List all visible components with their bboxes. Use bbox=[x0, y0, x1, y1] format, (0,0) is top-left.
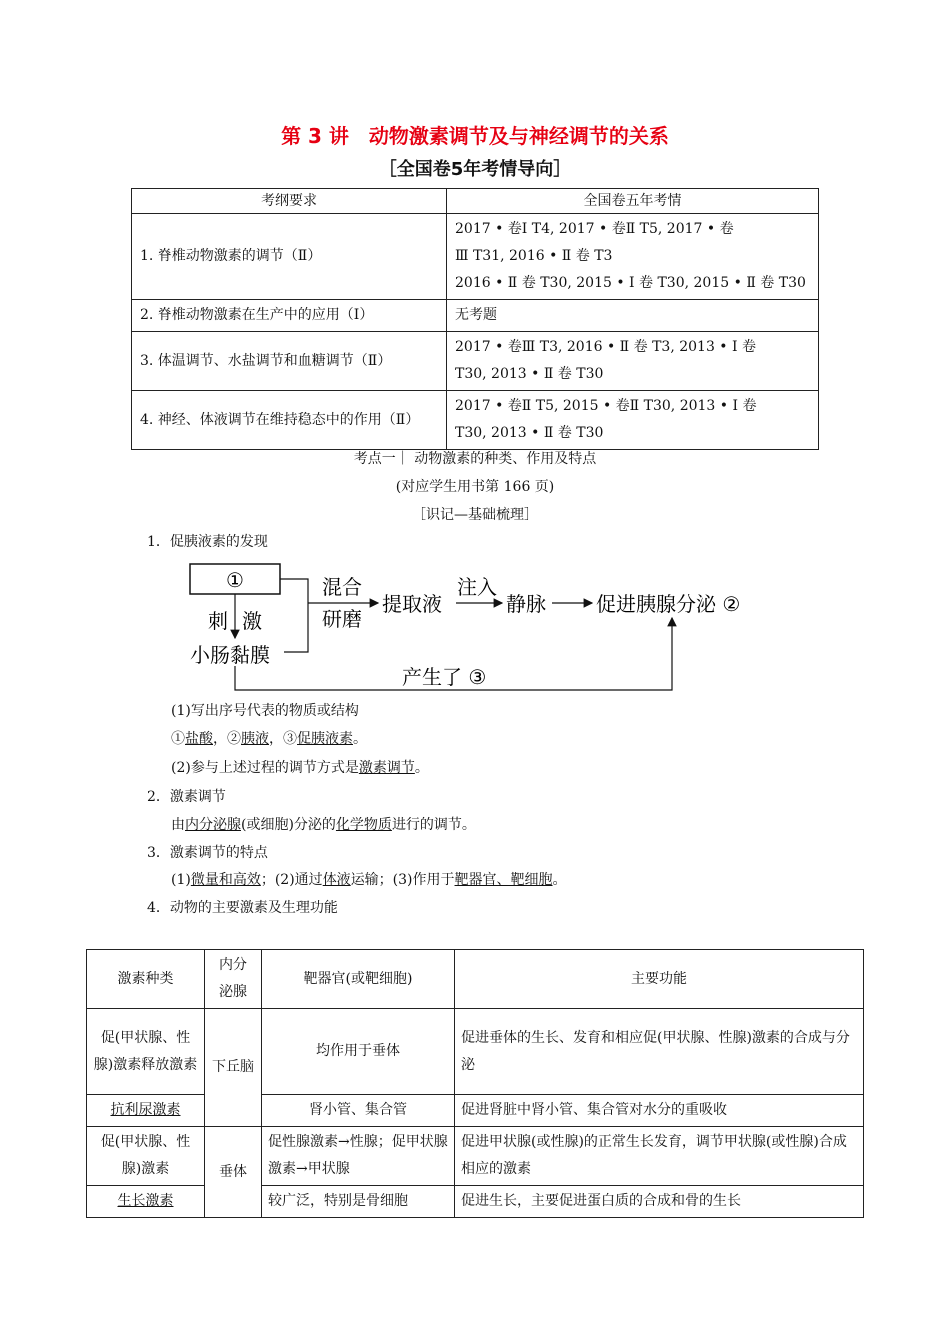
target-cell: 促性腺激素→性腺；促甲状腺激素→甲状腺 bbox=[262, 1127, 455, 1186]
mix-bracket bbox=[280, 579, 308, 652]
answer-secretin: 促胰液素 bbox=[297, 731, 353, 747]
record-line: 2016 • Ⅱ 卷 T30, 2015 • Ⅰ 卷 T30, 2015 • Ⅱ 卷 T30 bbox=[455, 275, 806, 291]
requirement-cell: 1. 脊椎动物激素的调节（Ⅱ） bbox=[132, 214, 447, 300]
record-cell bbox=[447, 332, 819, 391]
requirement-cell: 3. 体温调节、水盐调节和血糖调节（Ⅱ） bbox=[132, 332, 447, 391]
answer-separator: ，② bbox=[213, 731, 241, 747]
header-text: 泌腺 bbox=[219, 984, 247, 1000]
produce-label: 产生了 ③ bbox=[402, 665, 487, 689]
box-label: ① bbox=[226, 568, 244, 592]
record-line: 2017 • 卷Ⅰ T4, 2017 • 卷Ⅱ T5, 2017 • 卷 bbox=[455, 221, 734, 237]
secretin-diagram bbox=[180, 558, 780, 698]
header-text: 内分 bbox=[219, 957, 247, 973]
vein-label: 静脉 bbox=[506, 592, 546, 616]
point-1-question-2 bbox=[171, 757, 429, 777]
header-cell: 靶器官(或靶细胞) bbox=[262, 950, 455, 1009]
header-cell: 激素种类 bbox=[87, 950, 205, 1009]
answer-separator: ，③ bbox=[269, 731, 297, 747]
hormone-kind bbox=[87, 1095, 205, 1127]
target-cell: 均作用于垂体 bbox=[262, 1009, 455, 1095]
answer-prefix: ① bbox=[171, 731, 185, 747]
record-cell bbox=[447, 214, 819, 300]
stimulus-label-b: 激 bbox=[242, 609, 262, 633]
text: (1) bbox=[171, 872, 191, 888]
answer-target: 靶器官、靶细胞 bbox=[454, 872, 553, 888]
text: 。 bbox=[552, 872, 567, 888]
text: (或细胞)分泌的 bbox=[241, 817, 336, 833]
table-row bbox=[87, 1009, 864, 1095]
text: 进行的调节。 bbox=[391, 817, 476, 833]
answer-endocrine-gland: 内分泌腺 bbox=[185, 817, 241, 833]
hormone-kind: 促(甲状腺、性腺)激素 bbox=[87, 1127, 205, 1186]
answer-body-fluid: 体液 bbox=[322, 872, 351, 888]
text: ；(2)通过 bbox=[260, 872, 323, 888]
record-line: 无考题 bbox=[455, 307, 497, 323]
hormone-table bbox=[86, 949, 864, 1218]
gland-cell: 下丘脑 bbox=[205, 1009, 262, 1127]
answer-hormone-regulation: 激素调节 bbox=[358, 760, 415, 776]
point-1-question-1: (1)写出序号代表的物质或结构 bbox=[171, 703, 359, 719]
table-row bbox=[87, 1095, 864, 1127]
section-tag: ［识记—基础梳理］ bbox=[412, 507, 538, 523]
table-header-row bbox=[132, 189, 819, 214]
hormone-kind-text: 生长激素 bbox=[117, 1193, 174, 1209]
section-heading: 考点一｜ 动物激素的种类、作用及特点 bbox=[353, 451, 597, 467]
table-row bbox=[87, 1127, 864, 1186]
gland-cell: 垂体 bbox=[205, 1127, 262, 1218]
function-cell: 促进垂体的生长、发育和相应促(甲状腺、性腺)激素的合成与分泌 bbox=[455, 1009, 864, 1095]
record-line: T30, 2013 • Ⅱ 卷 T30 bbox=[455, 366, 604, 382]
hormone-kind bbox=[87, 1186, 205, 1218]
table-row bbox=[87, 1186, 864, 1218]
page-title: 第 3 讲 动物激素调节及与神经调节的关系 bbox=[281, 124, 669, 148]
point-2-text bbox=[171, 814, 476, 834]
function-cell: 促进甲状腺(或性腺)的正常生长发育，调节甲状腺(或性腺)合成相应的激素 bbox=[455, 1127, 864, 1186]
point-3-title: 3．激素调节的特点 bbox=[147, 845, 268, 861]
record-cell bbox=[447, 391, 819, 450]
target-cell: 肾小管、集合管 bbox=[262, 1095, 455, 1127]
point-4-title: 4．动物的主要激素及生理功能 bbox=[147, 900, 338, 916]
promote-label: 促进胰腺分泌 ② bbox=[596, 592, 741, 616]
text: 运输；(3)作用于 bbox=[350, 872, 455, 888]
requirement-cell: 4. 神经、体液调节在维持稳态中的作用（Ⅱ） bbox=[132, 391, 447, 450]
record-line: Ⅲ T31, 2016 • Ⅱ 卷 T3 bbox=[455, 248, 613, 264]
exam-table bbox=[131, 188, 819, 450]
mix-label-b: 研磨 bbox=[322, 607, 362, 631]
extract-label: 提取液 bbox=[382, 592, 442, 616]
mix-label-a: 混合 bbox=[322, 575, 362, 599]
requirement-cell: 2. 脊椎动物激素在生产中的应用（Ⅰ） bbox=[132, 300, 447, 332]
header-cell: 全国卷五年考情 bbox=[447, 189, 819, 214]
text: 由 bbox=[171, 817, 185, 833]
answer-end: 。 bbox=[414, 760, 429, 776]
header-cell: 主要功能 bbox=[455, 950, 864, 1009]
table-row bbox=[132, 214, 819, 300]
inject-label: 注入 bbox=[457, 575, 497, 599]
header-cell: 考纲要求 bbox=[132, 189, 447, 214]
point-1-answer-1 bbox=[171, 728, 367, 748]
record-line: 2017 • 卷Ⅲ T3, 2016 • Ⅱ 卷 T3, 2013 • Ⅰ 卷 bbox=[455, 339, 756, 355]
stimulus-label-a: 刺 bbox=[208, 609, 228, 633]
table-row bbox=[132, 300, 819, 332]
question-text: (2)参与上述过程的调节方式是 bbox=[171, 760, 359, 776]
hormone-kind: 促(甲状腺、性腺)激素释放激素 bbox=[87, 1009, 205, 1095]
answer-hydrochloric-acid: 盐酸 bbox=[185, 731, 213, 747]
answer-pancreatic-juice: 胰液 bbox=[241, 731, 269, 747]
point-3-text bbox=[171, 869, 567, 889]
point-2-title: 2．激素调节 bbox=[147, 789, 226, 805]
record-line: 2017 • 卷Ⅱ T5, 2015 • 卷Ⅱ T30, 2013 • Ⅰ 卷 bbox=[455, 398, 757, 414]
hormone-kind-text: 抗利尿激素 bbox=[110, 1102, 181, 1118]
target-cell: 较广泛，特别是骨细胞 bbox=[262, 1186, 455, 1218]
page-subtitle: ［全国卷5年考情导向］ bbox=[378, 159, 572, 180]
point-1-title: 1．促胰液素的发现 bbox=[147, 534, 268, 550]
record-line: T30, 2013 • Ⅱ 卷 T30 bbox=[455, 425, 604, 441]
table-row bbox=[132, 332, 819, 391]
function-cell: 促进生长，主要促进蛋白质的合成和骨的生长 bbox=[455, 1186, 864, 1218]
answer-chemical: 化学物质 bbox=[335, 817, 392, 833]
mucosa-label: 小肠黏膜 bbox=[190, 643, 270, 667]
header-cell bbox=[205, 950, 262, 1009]
table-row bbox=[132, 391, 819, 450]
record-cell bbox=[447, 300, 819, 332]
answer-end: 。 bbox=[353, 731, 367, 747]
page-reference: (对应学生用书第 166 页) bbox=[395, 479, 555, 495]
table-header-row bbox=[87, 950, 864, 1009]
answer-trace-efficient: 微量和高效 bbox=[190, 872, 261, 888]
function-cell: 促进肾脏中肾小管、集合管对水分的重吸收 bbox=[455, 1095, 864, 1127]
